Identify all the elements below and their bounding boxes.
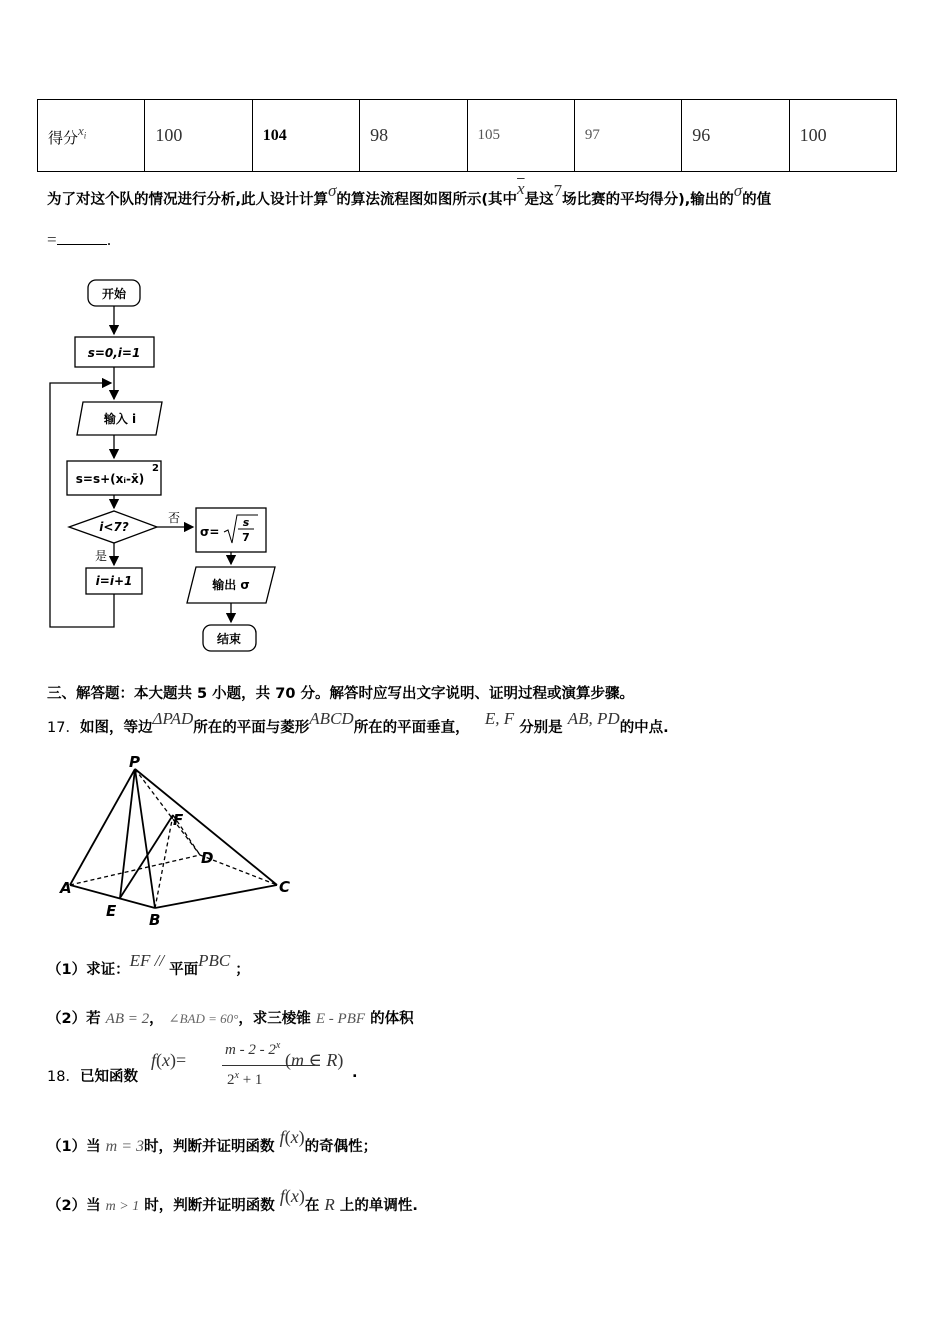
flow-end-label: 结束: [216, 632, 242, 646]
question-18-part-2: （2）当 m > 1 时，判断并证明函数 f(x)在 R 上的单调性.: [47, 1186, 418, 1214]
score-cell: 104: [252, 100, 359, 172]
section-heading: 三、解答题：本大题共 5 小题，共 70 分。解答时应写出文字说明、证明过程或演算步骤。: [47, 686, 634, 702]
answer-blank[interactable]: [57, 232, 107, 245]
question-17-part-1: （1）求证：EF // 平面PBC ；: [47, 951, 250, 978]
flow-output-label: 输出 σ: [212, 578, 250, 592]
vertex-label-p: P: [129, 755, 140, 771]
score-cell: 98: [360, 100, 467, 172]
score-cell: 100: [789, 100, 896, 172]
flow-no-label: 否: [168, 511, 181, 525]
flow-yes-label: 是: [95, 549, 108, 563]
flow-condition-label: i<7?: [99, 520, 129, 534]
table-header-cell: 得分$^{x_i}$: [38, 100, 145, 172]
flow-start-label: 开始: [101, 287, 127, 301]
intro-answer-line: = .: [47, 230, 112, 249]
question-17-stem: 17．如图，等边ΔPAD所在的平面与菱形ABCD所在的平面垂直， E, F 分别是 AB, PD的中点.: [47, 709, 669, 736]
flow-increment-label: i=i+1: [95, 574, 133, 588]
vertex-label-f: F: [173, 811, 184, 829]
vertex-label-e: E: [106, 902, 117, 920]
score-cell: 105: [467, 100, 574, 172]
flow-init-label: s=0,i=1: [87, 346, 141, 360]
table-row: [38, 100, 897, 172]
question-18-part-1: （1）当 m = 3时，判断并证明函数 f(x)的奇偶性；: [47, 1127, 378, 1155]
vertex-label-d: D: [201, 849, 214, 867]
score-cell: 96: [682, 100, 789, 172]
score-table: [37, 99, 897, 172]
flow-input-label: 输入 i: [103, 412, 137, 426]
pyramid-figure: [55, 755, 305, 930]
flow-sigma-label: σ=: [200, 525, 220, 539]
score-cell: 100: [145, 100, 252, 172]
intro-line: 为了对这个队的情况进行分析,此人设计计算σ的算法流程图如图所示(其中$\overline{x}$是这7场比赛的平均得分),输出的σ的值: [47, 179, 772, 208]
flow-sigma-denominator: 7: [242, 531, 250, 544]
question-17-part-2: （2）若 AB = 2， ∠BAD = 60°，求三棱锥 E - PBF 的体积: [47, 1011, 414, 1027]
flow-update-exponent: 2: [152, 463, 159, 474]
flowchart: [40, 275, 300, 660]
vertex-label-b: B: [149, 911, 161, 929]
flow-sigma-numerator: s: [242, 516, 250, 529]
vertex-label-a: A: [60, 879, 72, 897]
flow-update-label: s=s+(xᵢ-x̄): [75, 472, 145, 486]
vertex-label-c: C: [279, 878, 291, 896]
score-cell: 97: [574, 100, 681, 172]
